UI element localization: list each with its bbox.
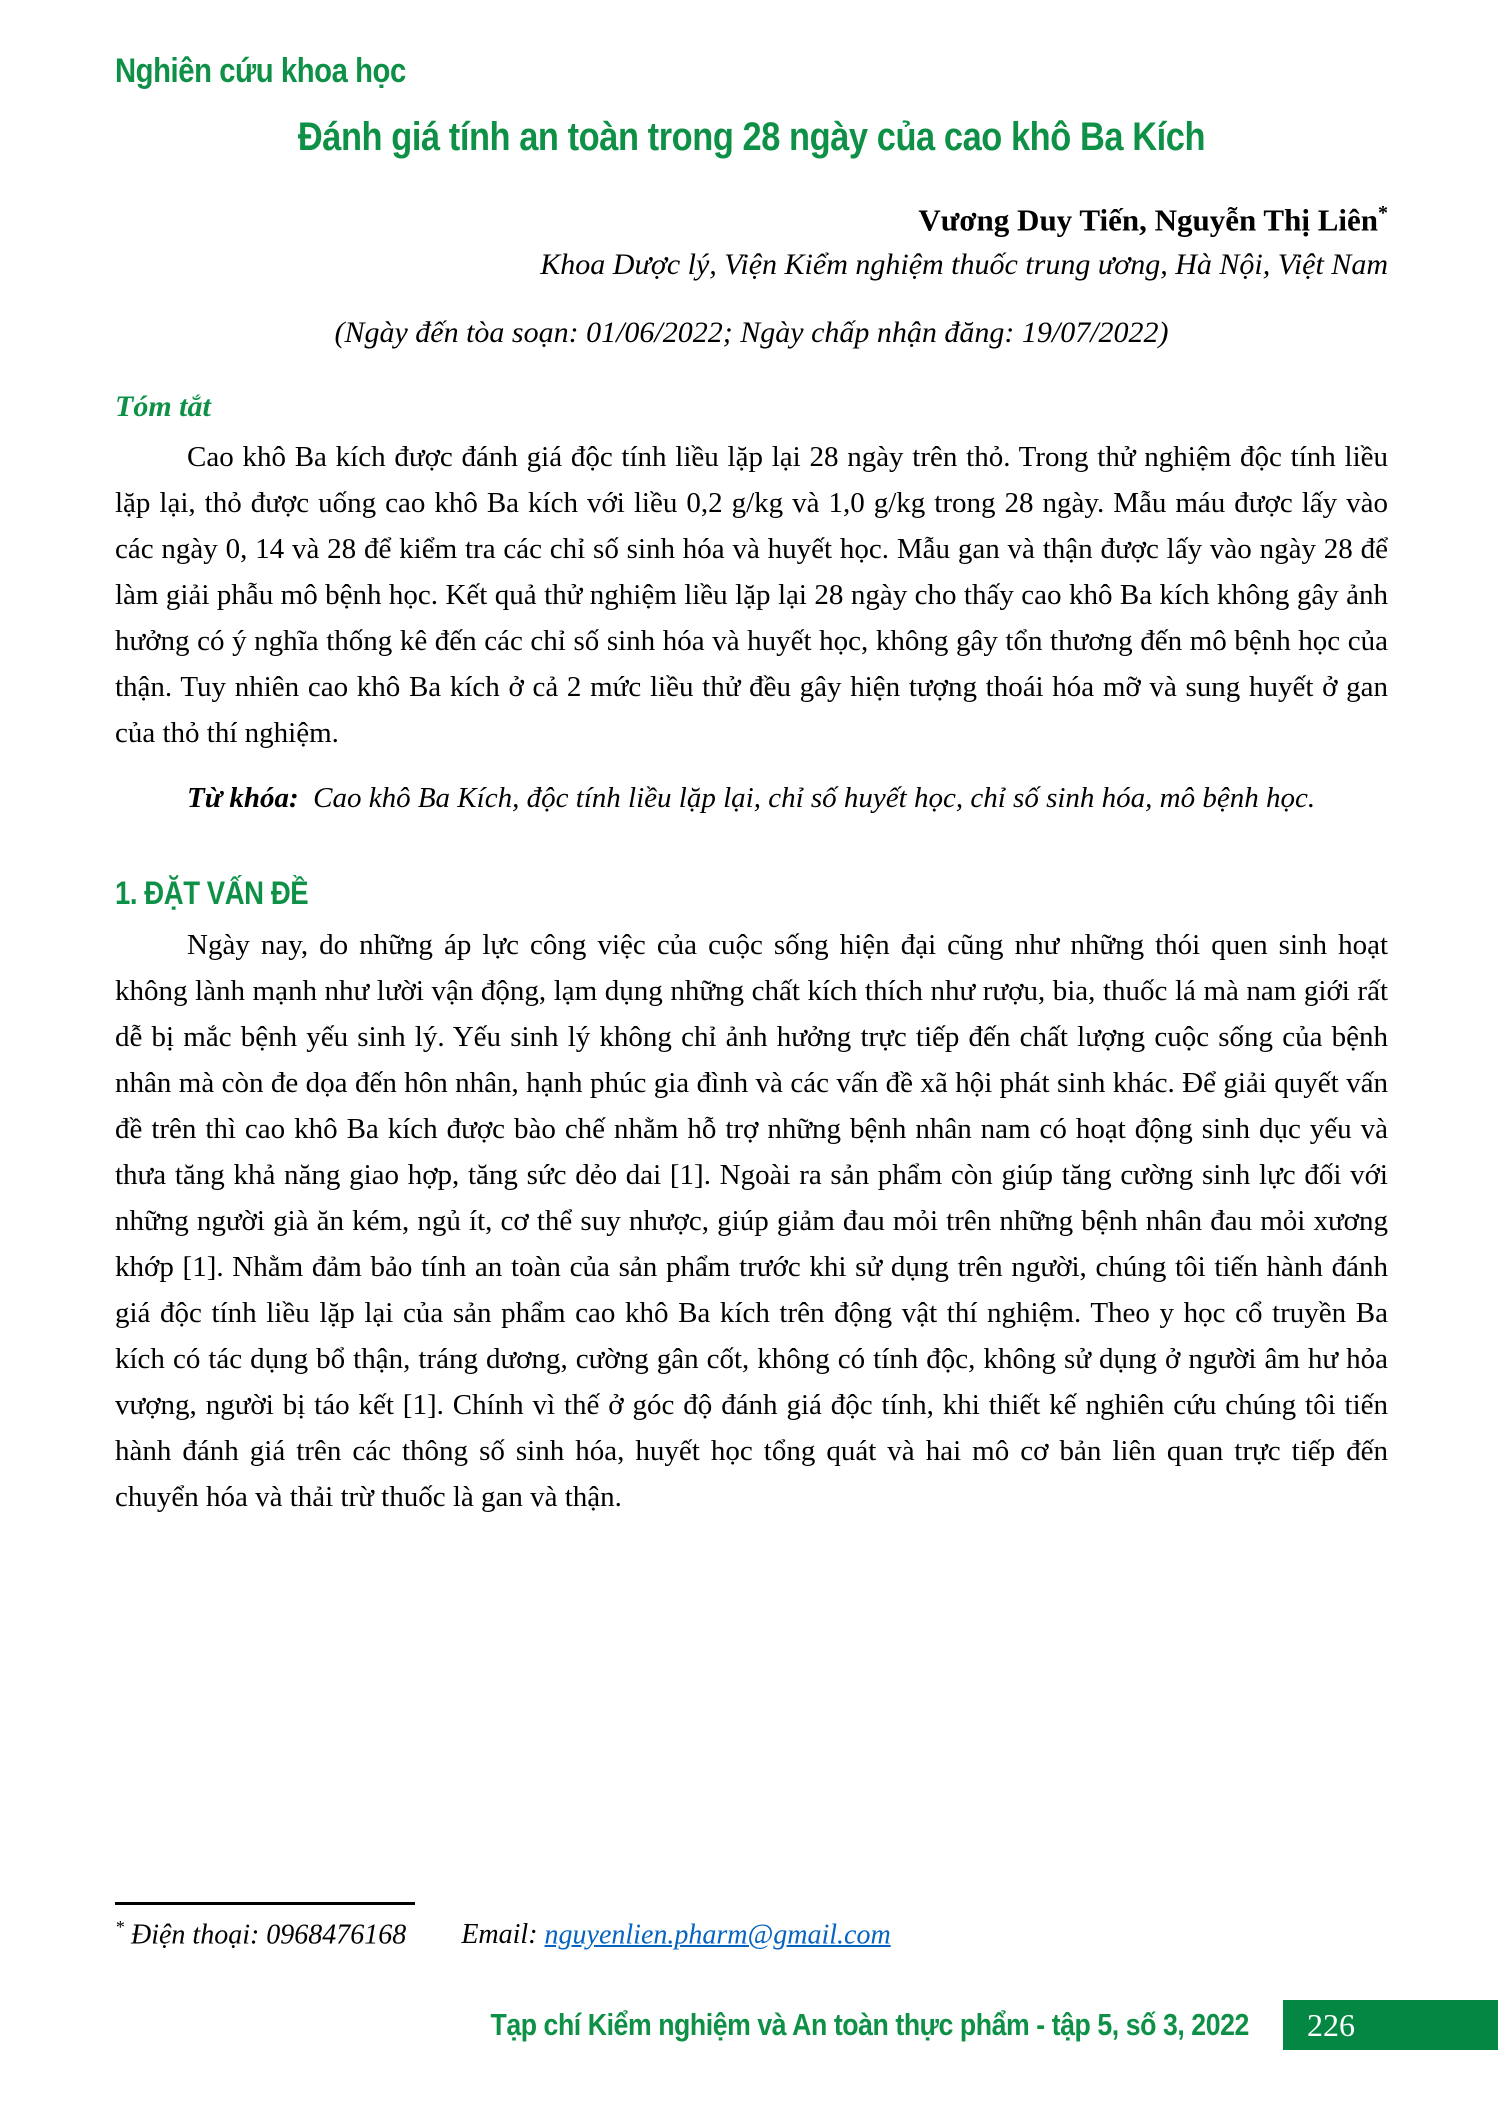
affiliation-line: Khoa Dược lý, Viện Kiểm nghiệm thuốc trung ương, Hà Nội, Việt Nam	[540, 248, 1388, 282]
footnote-phone: Điện thoại: 0968476168	[131, 1919, 407, 1951]
page-number: 226	[1307, 2006, 1355, 2043]
section1-paragraph: Ngày nay, do những áp lực công việc của cuộc sống hiện đại cũng như những thói quen sinh hoạt không lành mạnh như lười vận động, lạm dụng những chất kích thích như rượu, bia, thuốc lá mà nam giới rất dễ bị mắc bệnh yếu sinh lý. Yếu sinh lý không chỉ ảnh hưởng trực tiếp đến chất lượng cuộc sống của bệnh nhân mà còn đe dọa đến hôn nhân, hạnh phúc gia đình và các vấn đề xã hội phát sinh khác. Để giải quyết vấn đề trên thì cao khô Ba kích được bào chế nhằm hỗ trợ những bệnh nhân nam có hoạt động sinh dục yếu và thưa tăng khả năng giao hợp, tăng sức dẻo dai [1]. Ngoài ra sản phẩm còn giúp tăng cường sinh lực đối với những người già ăn kém, ngủ ít, cơ thể suy nhược, giúp giảm đau mỏi trên những bệnh nhân đau mỏi xương khớp [1]. Nhằm đảm bảo tính an toàn của sản phẩm trước khi sử dụng trên người, chúng tôi tiến hành đánh giá độc tính liều lặp lại của sản phẩm cao khô Ba kích trên động vật thí nghiệm. Theo y học cổ truyền Ba kích có tác dụng bổ thận, tráng dương, cường gân cốt, không có tính độc, không sử dụng ở người âm hư hỏa vượng, người bị táo kết [1]. Chính vì thế ở góc độ đánh giá độc tính, khi thiết kế nghiên cứu chúng tôi tiến hành đánh giá trên các thông số sinh hóa, huyết học tổng quát và hai mô cơ bản liên quan trực tiếp đến chuyển hóa và thải trừ thuốc là gan và thận.	[115, 929, 1388, 1514]
section1-heading	[115, 875, 340, 912]
footnote-marker: *	[115, 1917, 124, 1937]
authors-names: Vương Duy Tiến, Nguyễn Thị Liên	[918, 202, 1378, 238]
article-title-row	[115, 115, 1388, 160]
footnote-block	[115, 1902, 1388, 1951]
abstract-heading: Tóm tắt	[115, 390, 211, 424]
journal-title	[367, 2007, 1249, 2043]
footer-bar	[0, 2000, 1498, 2050]
authors-footnote-marker: *	[1378, 202, 1388, 224]
abstract-paragraph: Cao khô Ba kích được đánh giá độc tính liều lặp lại 28 ngày trên thỏ. Trong thử nghiệm độc tính liều lặp lại, thỏ được uống cao khô Ba kích với liều 0,2 g/kg và 1,0 g/kg trong 28 ngày. Mẫu máu được lấy vào các ngày 0, 14 và 28 để kiểm tra các chỉ số sinh hóa và huyết học. Mẫu gan và thận được lấy vào ngày 28 để làm giải phẫu mô bệnh học. Kết quả thử nghiệm liều lặp lại 28 ngày cho thấy cao khô Ba kích không gây ảnh hưởng có ý nghĩa thống kê đến các chỉ số sinh hóa và huyết học, không gây tổn thương đến mô bệnh học của thận. Tuy nhiên cao khô Ba kích ở cả 2 mức liều thử đều gây hiện tượng thoái hóa mỡ và sung huyết ở gan của thỏ thí nghiệm.	[115, 441, 1388, 750]
keywords-paragraph	[115, 770, 1388, 827]
journal-title-text: Tạp chí Kiểm nghiệm và An toàn thực phẩm - tập 5, số 3, 2022	[490, 2007, 1249, 2042]
section1-heading-text: 1. ĐẶT VẤN ĐỀ	[115, 875, 309, 912]
footnote-divider	[115, 1902, 415, 1905]
footnote-text	[115, 1917, 1388, 1951]
page-title	[224, 115, 1279, 160]
title-text: Đánh giá tính an toàn trong 28 ngày của cao khô Ba Kích	[297, 115, 1206, 159]
section-kicker	[115, 52, 1388, 91]
submission-dates: (Ngày đến tòa soạn: 01/06/2022; Ngày chấp nhận đăng: 19/07/2022)	[334, 316, 1169, 350]
email-link[interactable]: nguyenlien.pharm@gmail.com	[544, 1919, 891, 1951]
keywords-label: Từ khóa:	[187, 782, 299, 815]
keywords-text: Cao khô Ba Kích, độc tính liều lặp lại, chỉ số huyết học, chỉ số sinh hóa, mô bệnh học.	[313, 782, 1316, 815]
page-number-box	[1283, 2000, 1498, 2050]
footnote-email-label: Email:	[461, 1919, 538, 1951]
section1-heading-row	[115, 875, 1388, 912]
authors-line	[115, 202, 1388, 238]
kicker-text: Nghiên cứu khoa học	[115, 52, 406, 90]
